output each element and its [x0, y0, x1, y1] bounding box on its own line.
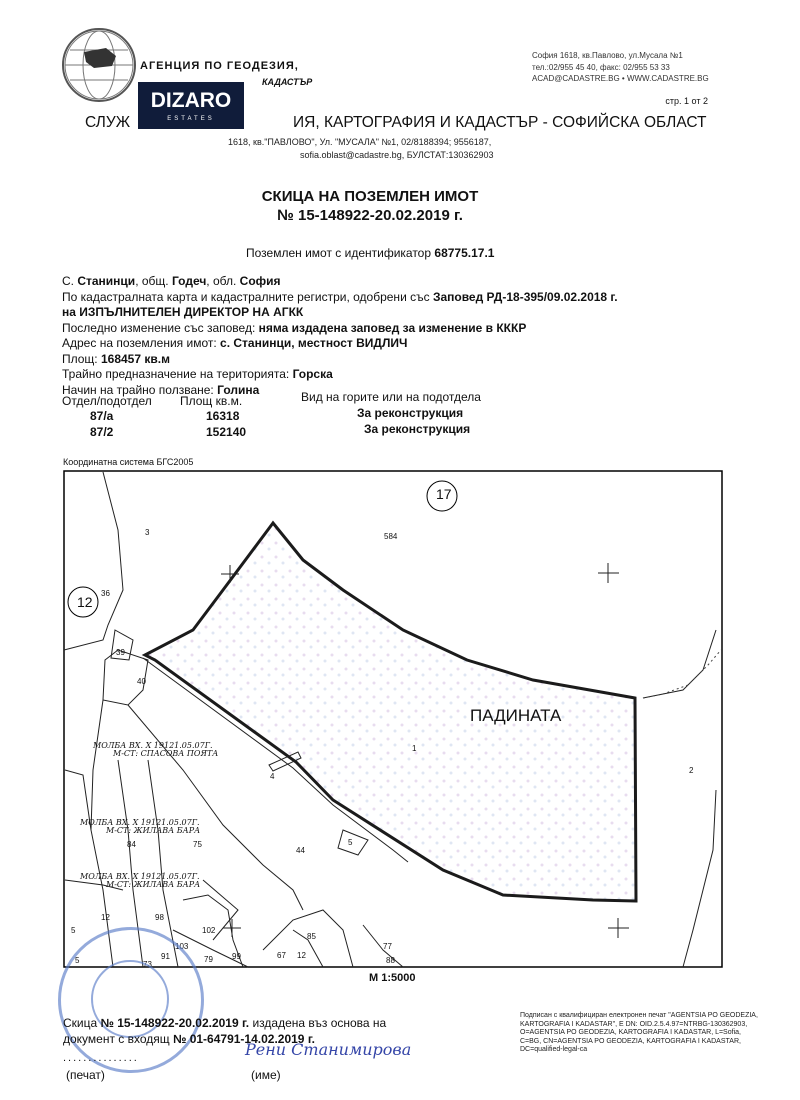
- agency-phone: тел.:02/955 45 40, факс: 02/955 53 33: [532, 63, 670, 72]
- map-label-85: 85: [307, 932, 316, 941]
- map-label-2: 2: [689, 766, 694, 775]
- map-label-12c: 12: [297, 951, 306, 960]
- name-label: (име): [251, 1068, 281, 1082]
- area-line: Площ: 168457 кв.м: [62, 351, 170, 366]
- document-number: № 15-148922-20.02.2019 г.: [277, 207, 463, 224]
- forest-row2-section: 87/2: [90, 425, 114, 439]
- map-label-4: 4: [270, 772, 275, 781]
- map-label-103: 103: [175, 942, 189, 951]
- map-label-91: 91: [161, 952, 170, 961]
- document-title: СКИЦА НА ПОЗЕМЛЕН ИМОТ: [261, 188, 479, 205]
- map-label-39: 39: [116, 648, 125, 657]
- map-label-5: 5: [348, 838, 353, 847]
- map-label-99: 99: [232, 952, 241, 961]
- map-label-12: 12: [77, 594, 93, 610]
- address-line: Адрес на поземления имот: с. Станинци, местност ВИДЛИЧ: [62, 336, 408, 350]
- order-line: По кадастралната карта и кадастралните регистри, одобрени със Заповед РД-18-395/09.02.2018 г.: [62, 289, 618, 304]
- map-label-77: 77: [383, 942, 392, 951]
- dizaro-sub: ESTATES: [167, 116, 215, 122]
- map-label-84: 84: [127, 840, 136, 849]
- map-label-75: 75: [193, 840, 202, 849]
- map-label-12b: 12: [101, 913, 110, 922]
- service-name: [85, 114, 706, 132]
- map-label-73: 73: [143, 960, 152, 969]
- agency-address: София 1618, кв.Павлово, ул.Мусала №1: [532, 51, 683, 60]
- service-name-right: ИЯ, КАРТОГРАФИЯ И КАДАСТЪР - СОФИЙСКА ОБЛАСТ: [293, 114, 707, 131]
- map-note-6: М-СТ: ЖИЛАВА БАРА: [106, 880, 201, 889]
- forest-table-header-1: Отдел/подотдел: [62, 394, 152, 408]
- map-label-98: 98: [155, 913, 164, 922]
- map-label-36: 36: [101, 589, 110, 598]
- map-label-584: 584: [384, 532, 398, 541]
- map-note-3: МОЛБА ВХ. Х 19121.05.07Г.: [80, 818, 200, 827]
- map-label-79: 79: [204, 955, 213, 964]
- map-label-40: 40: [137, 677, 146, 686]
- page-number: стр. 1 от 2: [665, 96, 708, 106]
- map-label-5c: 5: [75, 956, 80, 965]
- map-note-2: М-СТ: СПАСОВА ПОЯТА: [113, 749, 219, 758]
- stamp-label: (печат): [66, 1068, 105, 1082]
- agency-email: ACAD@CADASTRE.BG • WWW.CADASTRE.BG: [532, 74, 709, 83]
- map-label-88: 88: [386, 956, 395, 965]
- electronic-signature-note: Подписан с квалифициран електронен печат "AGENTSIA PO GEODEZIA, KARTOGRAFIA I KADASTAR", E DN: OID.2.5.4.97=NTRBG-130362903, O=AGENTSIA PO GEODEZIA, KARTOGRAFIA I KADASTAR, L=Sofia, C=BG, CN=AGENTSIA PO GEODEZIA, KARTOGRAFIA I KADASTAR, DC=qualified-legal-ca: [520, 1012, 758, 1053]
- map-note-4: М-СТ: ЖИЛАВА БАРА: [106, 826, 201, 835]
- forest-row2-type: За реконструкция: [364, 422, 471, 436]
- map-label-67: 67: [277, 951, 286, 960]
- location-line: С. Станинци, общ. Годеч, обл. София: [62, 274, 281, 288]
- map-label-102: 102: [202, 926, 216, 935]
- cadastral-map: [63, 470, 723, 968]
- order-by-line: на ИЗПЪЛНИТЕЛЕН ДИРЕКТОР НА АГКК: [62, 305, 304, 319]
- forest-row2-area: 152140: [206, 425, 247, 439]
- last-change-line: Последно изменение със заповед: няма издадена заповед за изменение в КККР: [62, 320, 527, 335]
- coordinate-system: Координатна система БГС2005: [63, 457, 194, 467]
- map-label-17: 17: [436, 486, 452, 502]
- map-label-3: 3: [145, 528, 150, 537]
- identifier-value: 68775.17.1: [434, 246, 495, 260]
- map-note-1: МОЛБА ВХ. Х 19121.05.07Г.: [93, 741, 213, 750]
- forest-table-header-2: Площ кв.м.: [180, 394, 243, 408]
- map-label-1: 1: [412, 744, 417, 753]
- place-name-padinata: ПАДИНАТА: [470, 706, 562, 725]
- agency-name-line1: АГЕНЦИЯ ПО ГЕОДЕЗИЯ,: [140, 60, 299, 72]
- dizaro-brand: DIZARO: [150, 89, 232, 112]
- identifier-label: Поземлен имот с идентификатор: [246, 246, 432, 260]
- signature: Рени Станимирова: [245, 1040, 412, 1059]
- agency-logo-icon: [62, 28, 136, 102]
- forest-row1-area: 16318: [206, 409, 240, 423]
- identifier-line: [246, 246, 494, 262]
- issued-line: Скица № 15-148922-20.02.2019 г. издадена въз основа на: [63, 1016, 387, 1030]
- service-address-2: sofia.oblast@cadastre.bg, БУЛСТАТ:130362903: [300, 150, 494, 160]
- forest-table-header-3: Вид на горите или на подотдела: [301, 390, 481, 404]
- map-scale: М 1:5000: [369, 972, 416, 984]
- property-details: [62, 274, 618, 398]
- usage-line: Начин на трайно ползване: Голина: [62, 382, 260, 397]
- stamp-dots: ...............: [63, 1052, 139, 1064]
- map-note-5: МОЛБА ВХ. Х 19121.05.07Г.: [80, 872, 200, 881]
- purpose-line: Трайно предназначение на територията: Горска: [62, 367, 333, 381]
- map-label-44: 44: [296, 846, 305, 855]
- service-address-1: 1618, кв."ПАВЛОВО", Ул. "МУСАЛА" №1, 02/8188394; 9556187,: [228, 137, 492, 147]
- map-label-5b: 5: [71, 926, 76, 935]
- forest-row1-section: 87/а: [90, 409, 114, 423]
- service-name-left: СЛУЖ: [85, 114, 131, 131]
- forest-row1-type: За реконструкция: [357, 406, 464, 420]
- agency-name-line2: КАДАСТЪР: [262, 77, 313, 87]
- document-line: документ с входящ № 01-64791-14.02.2019 г.: [63, 1032, 315, 1046]
